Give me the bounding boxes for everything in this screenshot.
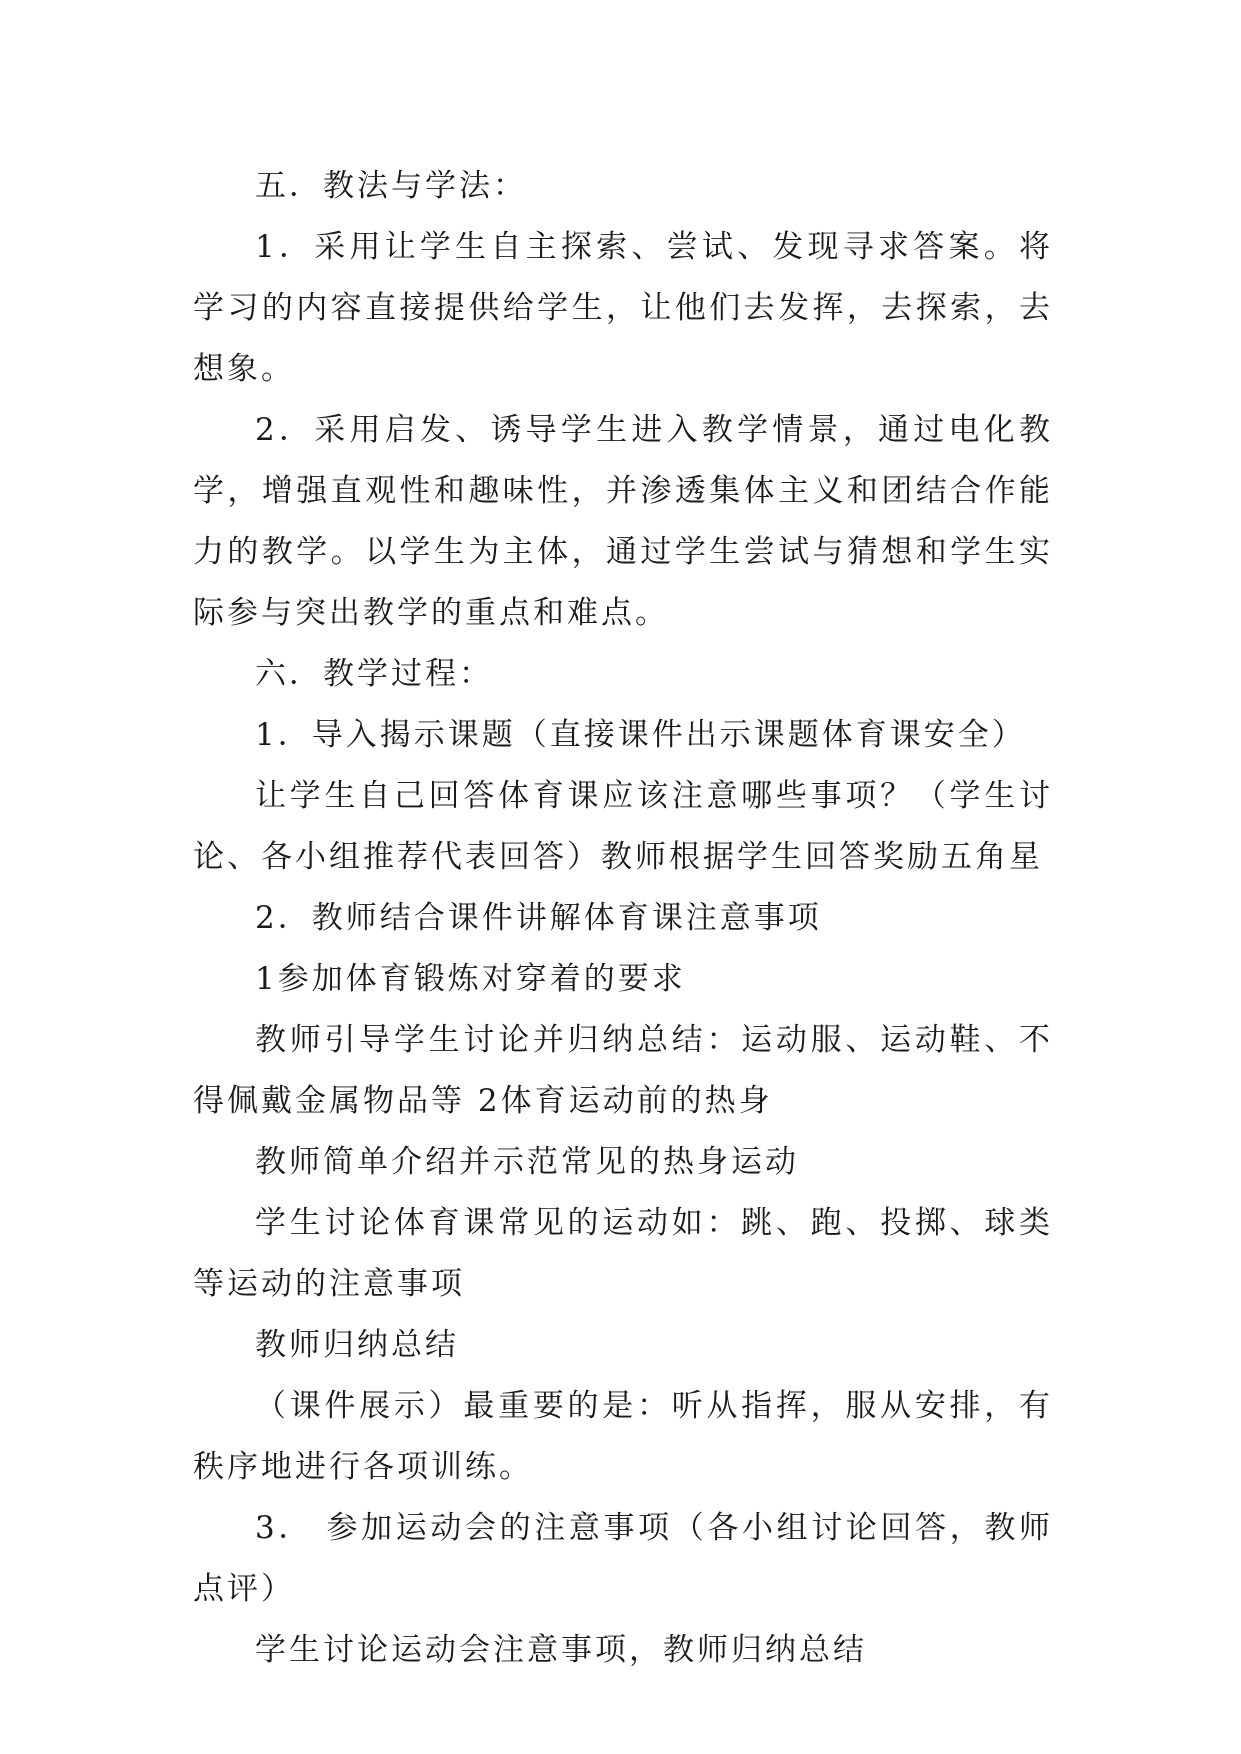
process-step-3: 3． 参加运动会的注意事项（各小组讨论回答，教师点评） <box>193 1510 1053 1607</box>
section-heading-teaching-methods: 五．教法与学法： <box>255 168 527 204</box>
section-heading-teaching-process: 六．教学过程： <box>255 656 493 692</box>
method-item-2: 2．采用启发、诱导学生进入教学情景，通过电化教学，增强直观性和趣味性，并渗透集体主义和团结合作能力的教学。以学生为主体，通过学生尝试与猜想和学生实际参与突出教学的重点和难点。 <box>193 412 1053 631</box>
document-body <box>193 156 1053 1681</box>
common-sports-discussion: 学生讨论体育课常见的运动如：跳、跑、投掷、球类等运动的注意事项 <box>193 1205 1053 1302</box>
process-step-2-point-1: 1参加体育锻炼对穿着的要求 <box>255 961 686 997</box>
process-step-1-detail: 让学生自己回答体育课应该注意哪些事项？（学生讨论、各小组推荐代表回答）教师根据学生回答奖励五角星 <box>193 778 1053 875</box>
sports-meet-discussion: 学生讨论运动会注意事项，教师归纳总结 <box>255 1632 867 1668</box>
warmup-demo-text: 教师简单介绍并示范常见的热身运动 <box>255 1144 799 1180</box>
courseware-key-point: （课件展示）最重要的是：听从指挥，服从安排，有秩序地进行各项训练。 <box>193 1388 1053 1485</box>
process-step-1: 1．导入揭示课题（直接课件出示课题体育课安全） <box>255 717 1026 753</box>
teacher-summary: 教师归纳总结 <box>255 1327 459 1363</box>
method-item-1: 1．采用让学生自主探索、尝试、发现寻求答案。将学习的内容直接提供给学生，让他们去发挥，去探索，去想象。 <box>193 229 1053 387</box>
process-step-2: 2．教师结合课件讲解体育课注意事项 <box>255 900 822 936</box>
process-step-2-point-1-detail: 教师引导学生讨论并归纳总结：运动服、运动鞋、不得佩戴金属物品等 2体育运动前的热身 <box>193 1022 1053 1119</box>
